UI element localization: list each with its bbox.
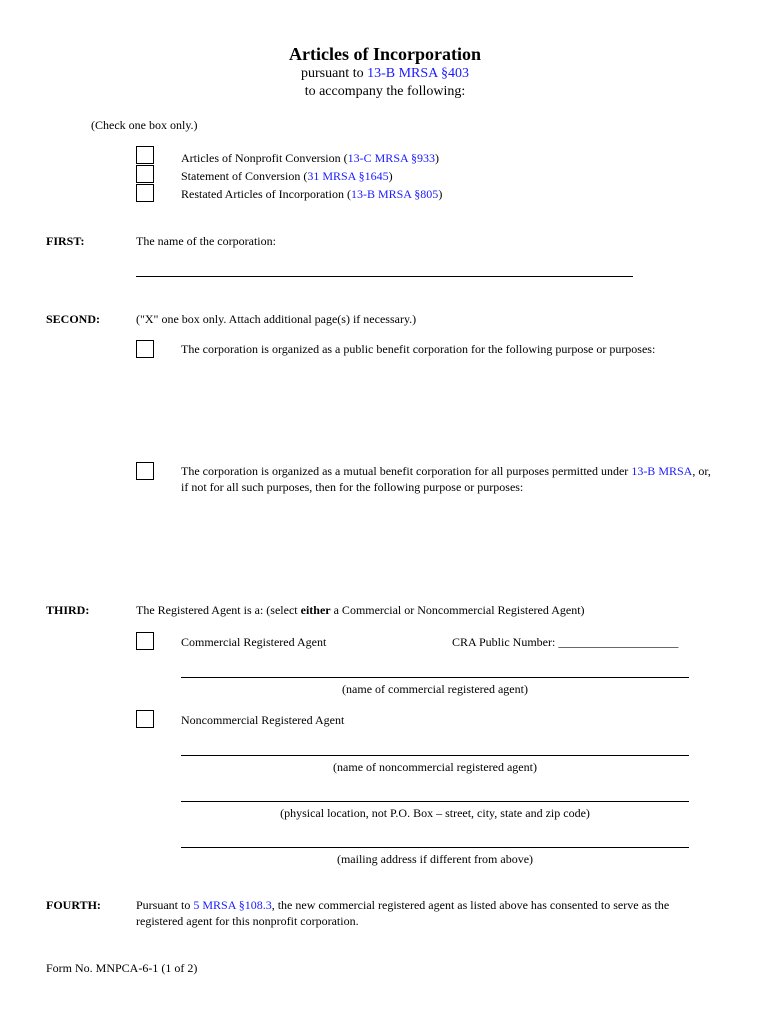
cra-public-number-field[interactable]: CRA Public Number: ____________________ [452,635,679,649]
fourth-text-a: Pursuant to [136,898,194,912]
statute-link-805[interactable]: 13-B MRSA §805 [350,187,439,201]
checkbox-restated-articles[interactable] [136,184,154,202]
pursuant-line [0,66,770,82]
noncommercial-agent-name-field[interactable] [181,755,689,756]
physical-location-field[interactable] [181,801,689,802]
statute-link-108[interactable]: 5 MRSA §108.3 [193,898,272,912]
option-text: Statement of Conversion ( [181,169,308,183]
physical-location-caption: (physical location, not P.O. Box – street, city, state and zip code) [280,806,590,820]
fourth-label: FOURTH: [46,898,101,912]
second-label: SECOND: [46,312,101,326]
pursuant-prefix: pursuant to [300,66,368,81]
accompany-line: to accompany the following: [304,84,466,99]
third-intro-b: a Commercial or Noncommercial Registered Agent) [330,603,585,617]
third-intro [136,603,585,618]
commercial-agent-label: Commercial Registered Agent [181,635,327,649]
option-statement-conversion [181,169,393,184]
option-end: ) [388,169,393,183]
mutual-benefit-text [181,464,711,479]
statute-link-403[interactable]: 13-B MRSA §403 [367,66,470,81]
option-text: Restated Articles of Incorporation ( [181,187,351,201]
checkbox-nonprofit-conversion[interactable] [136,146,154,164]
noncommercial-agent-caption: (name of noncommercial registered agent) [333,760,537,774]
third-intro-bold: either [300,603,331,617]
corporation-name-field[interactable] [136,276,633,277]
checkbox-commercial-agent[interactable] [136,632,154,650]
fourth-text-line2: registered agent for this nonprofit corporation. [136,914,359,928]
checkbox-mutual-benefit[interactable] [136,462,154,480]
option-text: Articles of Nonprofit Conversion ( [181,151,348,165]
mutual-benefit-text-line2: if not for all such purposes, then for the following purpose or purposes: [181,480,524,494]
statute-link-933[interactable]: 13-C MRSA §933 [347,151,435,165]
checkbox-public-benefit[interactable] [136,340,154,358]
mailing-address-field[interactable] [181,847,689,848]
option-end: ) [438,187,443,201]
third-label: THIRD: [46,603,90,617]
option-end: ) [435,151,439,165]
checkbox-noncommercial-agent[interactable] [136,710,154,728]
first-label: FIRST: [46,234,85,248]
option-restated-articles [181,187,442,202]
commercial-agent-name-field[interactable] [181,677,689,678]
statute-link-13b[interactable]: 13-B MRSA [631,464,693,478]
first-text: The name of the corporation: [136,234,276,248]
form-number: Form No. MNPCA-6-1 (1 of 2) [46,961,198,975]
option-nonprofit-conversion [181,151,439,166]
page-title: Articles of Incorporation [289,44,481,64]
mailing-address-caption: (mailing address if different from above) [336,852,534,866]
fourth-text-b: , the new commercial registered agent as listed above has consented to serve as the [271,898,670,912]
public-benefit-text: The corporation is organized as a public benefit corporation for the following purpose or purposes: [181,342,656,356]
third-intro-a: The Registered Agent is a: (select [136,603,301,617]
mutual-text-a: The corporation is organized as a mutual benefit corporation for all purposes permitted under [181,464,632,478]
mutual-text-b: , or, [692,464,711,478]
check-note: (Check one box only.) [91,118,198,132]
statute-link-1645[interactable]: 31 MRSA §1645 [307,169,389,183]
checkbox-statement-conversion[interactable] [136,165,154,183]
second-note: ("X" one box only. Attach additional page(s) if necessary.) [136,312,417,326]
commercial-agent-caption: (name of commercial registered agent) [342,682,528,696]
noncommercial-agent-label: Noncommercial Registered Agent [181,713,345,727]
fourth-text-line1 [136,898,669,913]
